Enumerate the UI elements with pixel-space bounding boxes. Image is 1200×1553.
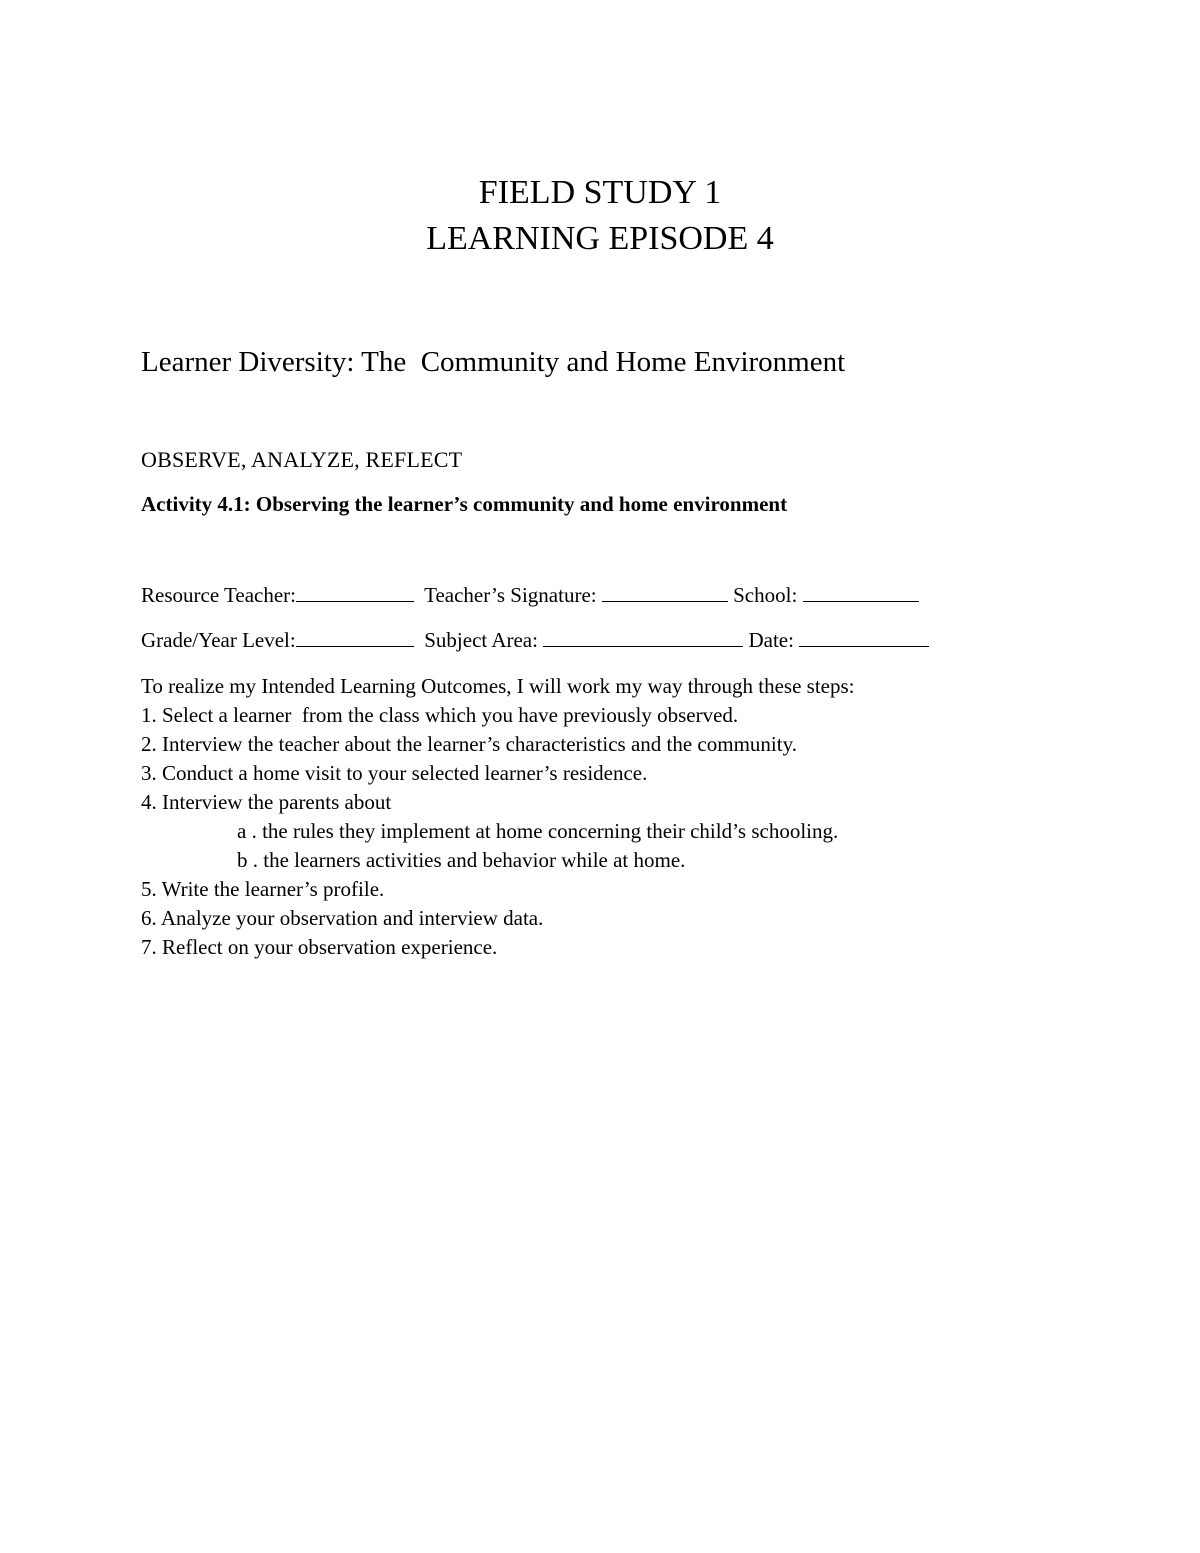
list-item: 7. Reflect on your observation experience. <box>141 935 498 959</box>
date-field[interactable] <box>799 626 929 647</box>
teacher-signature-label: Teacher’s Signature: <box>424 583 602 607</box>
school-field[interactable] <box>803 581 919 602</box>
school-label: School: <box>733 583 803 607</box>
grade-level-label: Grade/Year Level: <box>141 628 296 652</box>
document-header <box>0 170 1200 262</box>
form-row-2 <box>141 626 929 653</box>
steps-intro: To realize my Intended Learning Outcomes, I will work my way through these steps: <box>141 674 855 698</box>
grade-level-field[interactable] <box>296 626 414 647</box>
episode-subtitle: Learner Diversity: The Community and Home Environment <box>141 346 846 378</box>
section-label: OBSERVE, ANALYZE, REFLECT <box>141 447 463 472</box>
episode-title: LEARNING EPISODE 4 <box>426 220 774 257</box>
form-row-1 <box>141 581 919 608</box>
resource-teacher-label: Resource Teacher: <box>141 583 296 607</box>
sub-list-item: a . the rules they implement at home concerning their child’s schooling. <box>237 819 839 843</box>
resource-teacher-field[interactable] <box>296 581 414 602</box>
teacher-signature-field[interactable] <box>602 581 728 602</box>
subject-area-field[interactable] <box>543 626 743 647</box>
list-item: 5. Write the learner’s profile. <box>141 877 385 901</box>
course-title: FIELD STUDY 1 <box>478 174 722 211</box>
list-item: 4. Interview the parents about <box>141 790 392 814</box>
list-item: 3. Conduct a home visit to your selected learner’s residence. <box>141 761 648 785</box>
list-item: 1. Select a learner from the class which you have previously observed. <box>141 703 739 727</box>
date-label: Date: <box>748 628 800 652</box>
activity-title: Activity 4.1: Observing the learner’s community and home environment <box>141 492 788 516</box>
list-item: 2. Interview the teacher about the learner’s characteristics and the community. <box>141 732 797 756</box>
steps-list <box>141 672 855 962</box>
subject-area-label: Subject Area: <box>424 628 544 652</box>
sub-list-item: b . the learners activities and behavior while at home. <box>237 848 686 872</box>
list-item: 6. Analyze your observation and interview data. <box>141 906 544 930</box>
